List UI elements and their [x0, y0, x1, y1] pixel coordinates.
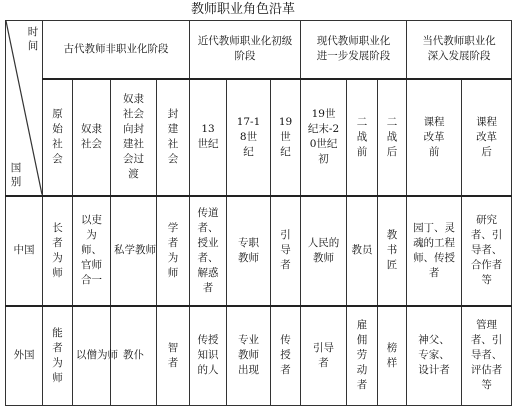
period-header: [271, 79, 301, 196]
table-title: 教师职业角色沿革: [190, 2, 295, 17]
role-text: 传道者、授业者、解惑者: [197, 206, 219, 294]
country-label: 中国: [13, 244, 35, 256]
role-cell: [73, 306, 119, 406]
country-cell: [6, 196, 43, 306]
period-header: [347, 79, 378, 196]
stage-label: 近代教师职业化初级阶段: [197, 35, 293, 63]
role-cell: [73, 196, 111, 306]
period-header: [378, 79, 407, 196]
period-header: [227, 79, 271, 196]
role-cell: [43, 196, 73, 306]
role-text: 教仆: [123, 349, 144, 362]
role-cell: [378, 196, 407, 306]
role-cell: [157, 306, 190, 406]
role-text: 引导者: [280, 229, 291, 271]
stage-label: 当代教师职业化深入发展阶段: [422, 35, 496, 63]
corner-label-time: 时间: [27, 26, 39, 52]
role-text: 雇佣劳动者: [356, 319, 368, 392]
role-cell: [347, 306, 378, 406]
period-label: 原始社会: [52, 108, 63, 165]
role-cell: [190, 306, 227, 406]
period-header: [111, 79, 157, 196]
role-text: 榜样: [386, 341, 398, 369]
role-text: 神父、专家、设计者: [418, 334, 450, 377]
role-text: 研究者、引导者、合作者等: [470, 214, 503, 286]
role-text: 能者为师: [52, 326, 63, 384]
role-cell: [111, 306, 157, 406]
role-cell: [227, 196, 271, 306]
period-label: 二战后: [386, 115, 398, 158]
role-text: 以僧为师: [76, 349, 119, 362]
role-cell: [111, 196, 157, 306]
corner-label-country: 国别: [10, 161, 22, 188]
stage-label: 现代教师职业化进一步发展阶段: [316, 35, 391, 63]
period-label: 课程改革前: [423, 115, 445, 158]
country-cell: [6, 306, 43, 406]
role-text: 教员: [351, 244, 373, 256]
role-cell: [407, 306, 462, 406]
stage-header: [43, 21, 190, 79]
period-header: [462, 79, 512, 196]
role-cell: [271, 196, 301, 306]
role-cell: [378, 306, 407, 406]
role-cell: [407, 196, 462, 306]
role-text: 管理者、引导者、评估者等: [470, 319, 503, 392]
role-text: 专职教师: [237, 236, 259, 264]
role-cell: [43, 306, 73, 406]
period-label: 奴隶社会向封建社会过渡: [123, 93, 144, 180]
role-text: 学者为师: [167, 221, 179, 279]
period-header: [301, 79, 347, 196]
role-text: 长者为师: [52, 221, 63, 279]
role-cell: [227, 306, 271, 406]
corner-header-cell: [6, 21, 43, 196]
period-header: [407, 79, 462, 196]
role-cell: [271, 306, 301, 406]
period-header: [43, 79, 73, 196]
role-text: 教书匠: [386, 229, 398, 271]
stage-header: [407, 21, 512, 79]
role-text: 传授知识的人: [197, 334, 219, 377]
role-evolution-table: [5, 20, 512, 406]
period-label: 13世纪: [197, 123, 219, 150]
period-label: 17-18世纪: [236, 115, 261, 158]
role-text: 专业教师出现: [237, 334, 259, 377]
stage-header: [301, 21, 407, 79]
role-text: 人民的教师: [307, 236, 340, 264]
role-text: 传授者: [280, 334, 291, 377]
role-text: 引导者: [313, 341, 335, 369]
country-label: 外国: [13, 349, 35, 362]
role-cell: [190, 196, 227, 306]
period-label: 奴隶社会: [81, 123, 102, 150]
role-cell: [462, 196, 512, 306]
role-cell: [462, 306, 512, 406]
role-cell: [301, 306, 347, 406]
period-header: [157, 79, 190, 196]
role-text: 以吏为师、官师合一: [81, 214, 102, 286]
period-header: [73, 79, 111, 196]
role-text: 智者: [167, 341, 179, 369]
period-label: 封建社会: [167, 108, 179, 165]
role-cell: [301, 196, 347, 306]
period-label: 19世纪末-20世纪初: [307, 108, 340, 165]
period-label: 二战前: [356, 115, 368, 158]
period-header: [190, 79, 227, 196]
role-cell: [157, 196, 190, 306]
period-label: 19世纪: [278, 115, 293, 158]
role-text: 园丁、灵魂的工程师、传授者: [413, 221, 456, 279]
stage-label: 古代教师非职业化阶段: [63, 42, 169, 55]
role-text: 私学教师: [114, 244, 157, 256]
period-label: 课程改革后: [476, 115, 498, 158]
role-cell: [347, 196, 378, 306]
stage-header: [190, 21, 301, 79]
